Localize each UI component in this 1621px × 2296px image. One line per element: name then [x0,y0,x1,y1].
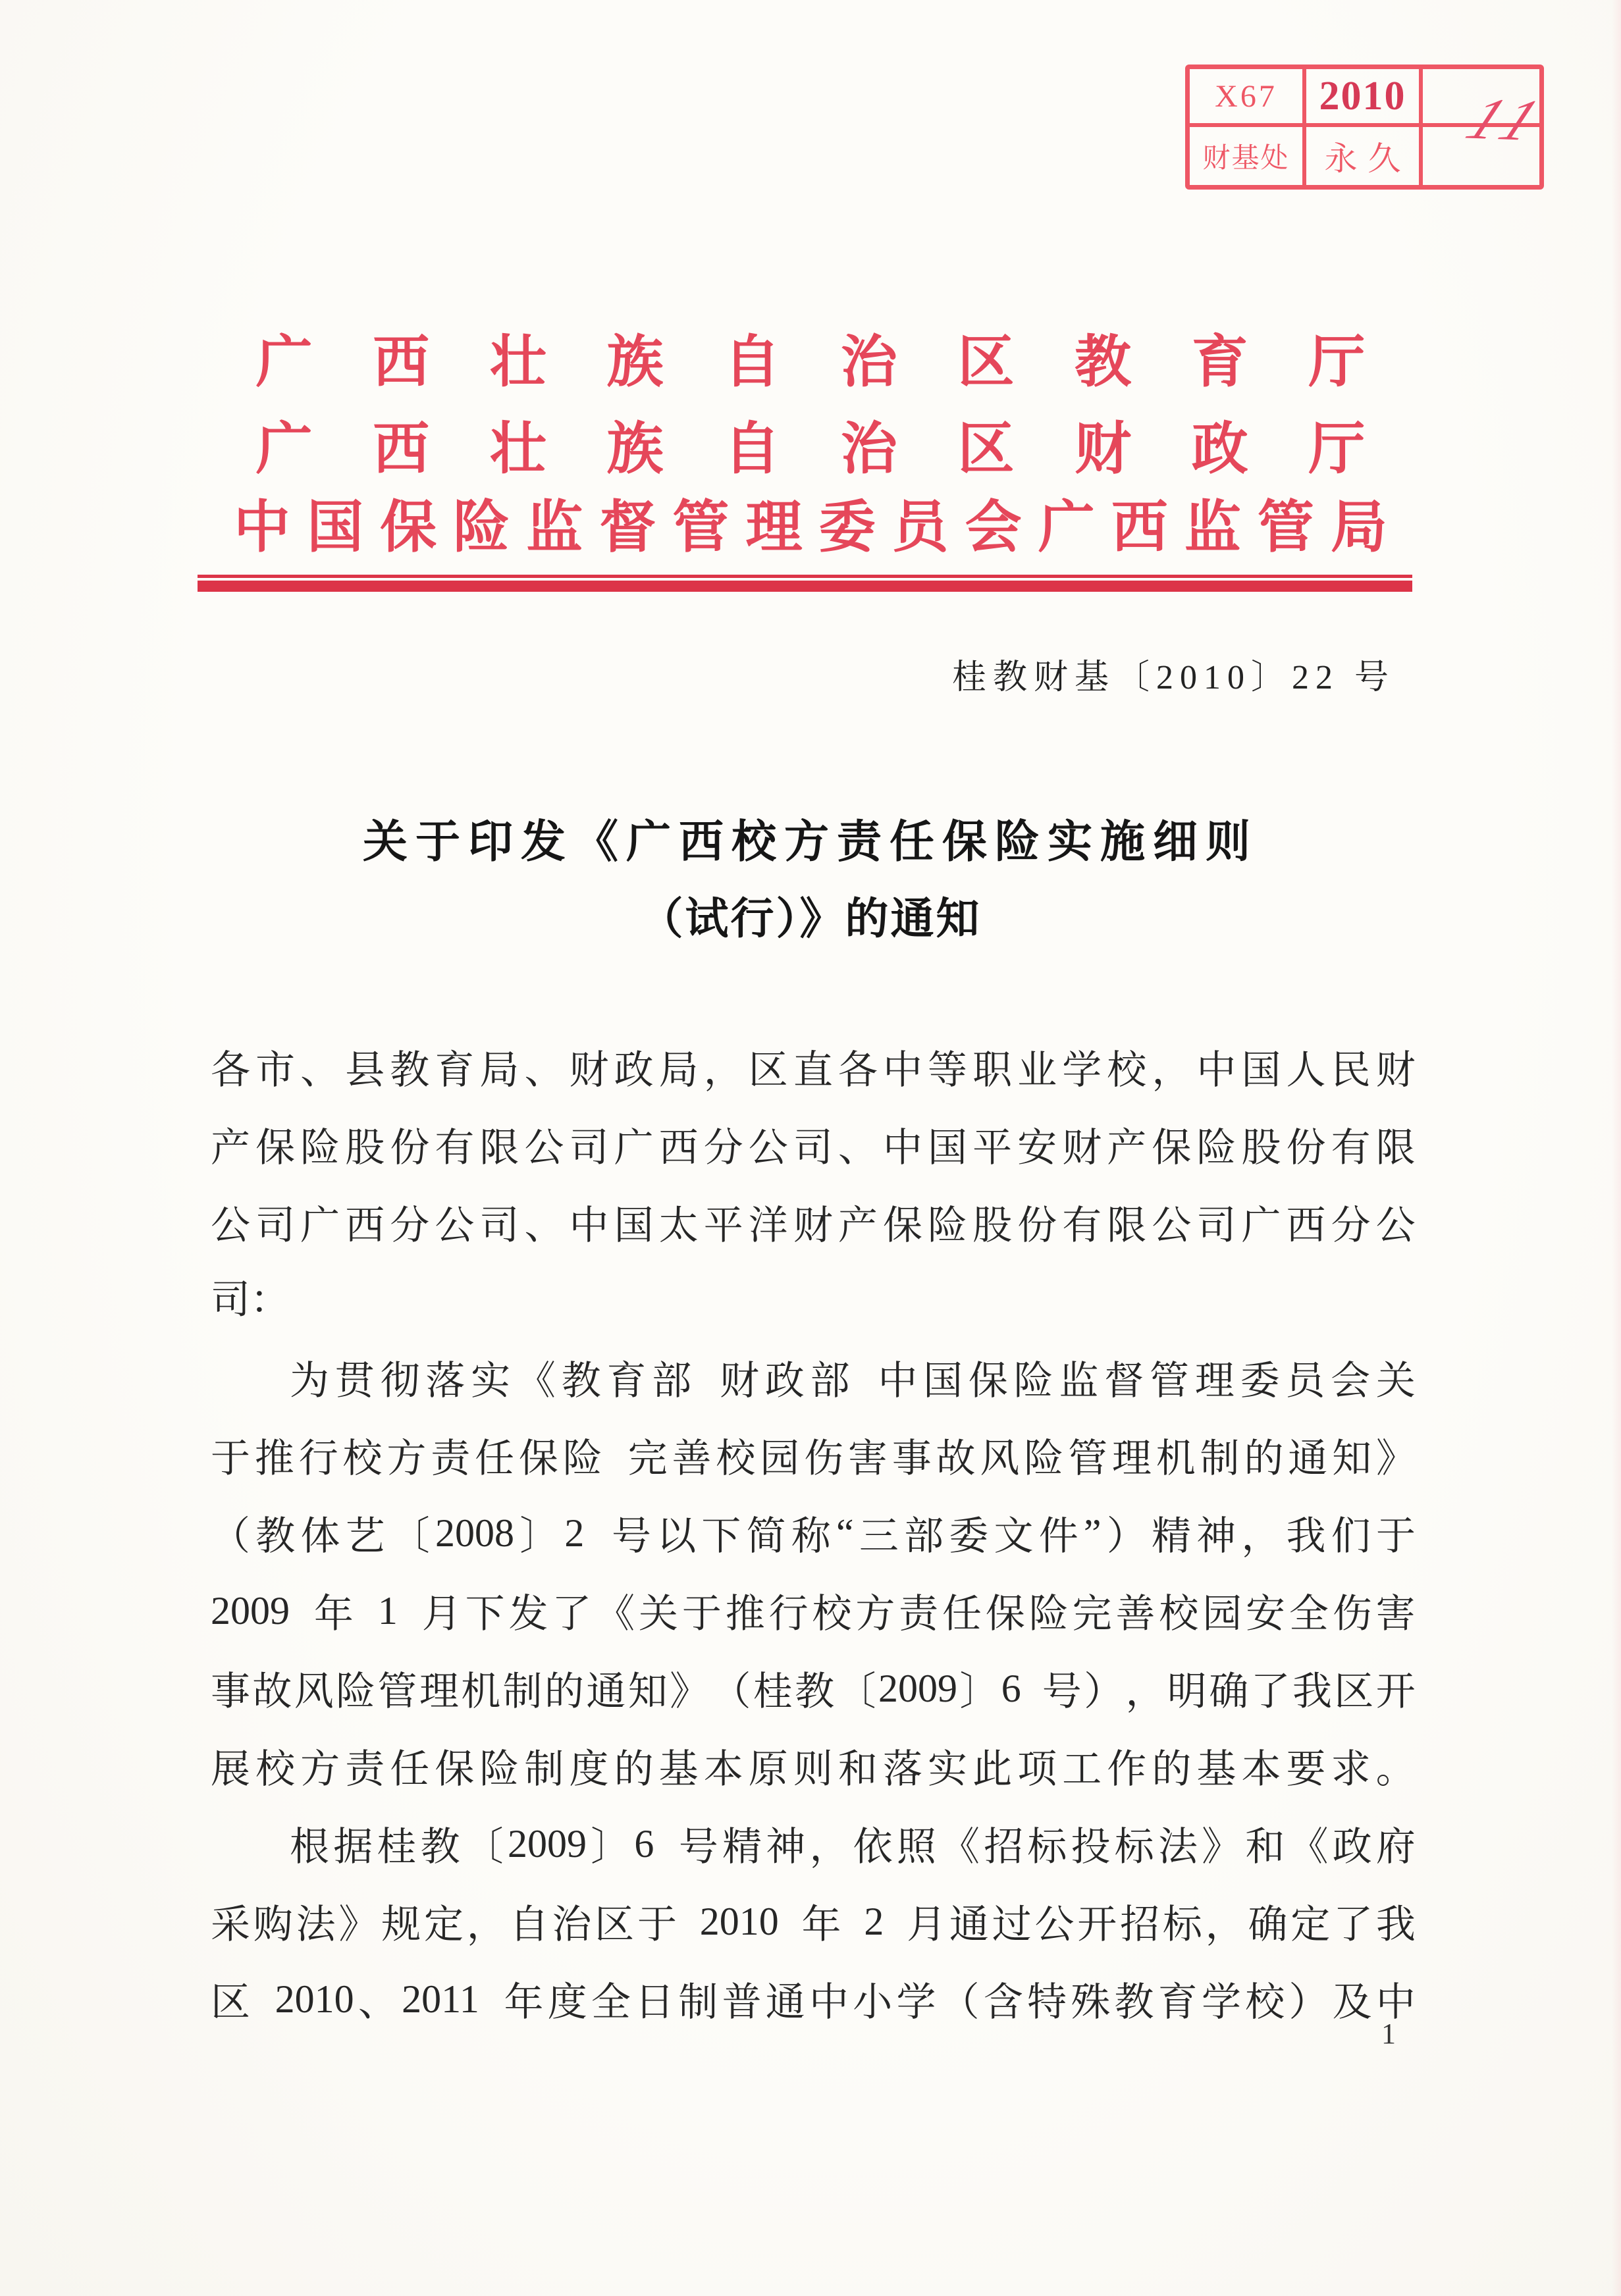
stamp-year: 2010 [1319,73,1406,118]
stamp-cell-code [1190,69,1306,127]
body-line: 事 故 风 险 管 理 机 制 的 通 知 》 （ 桂 教 〔 2009 〕 6 号 ） ， 明 确 了 我 区 开 [211,1666,1416,1713]
document-title-line-1: 关于印发《广西校方责任保险实施细则 [362,817,1258,867]
body-line: 司： [211,1278,290,1322]
body-text [211,1028,1416,2038]
body-line: 采 购 法 》 规 定 ， 自 治 区 于 2010 年 2 月 通 过 公 开 招 标 ， 确 定 了 我 [211,1899,1416,1946]
red-rule-band [198,581,1412,592]
stamp-retention: 永久 [1324,140,1412,177]
body-line: 各 市 、 县 教 育 局 、 财 政 局 ， 区 直 各 中 等 职 业 学 校 ， 中 国 人 民 财 [211,1049,1416,1092]
stamp-cell-year [1306,69,1423,127]
body-line: 于 推 行 校 方 责 任 保 险 完 善 校 园 伤 害 事 故 风 险 管 理 机 制 的 通 知 》 [211,1437,1416,1480]
body-line: 根 据 桂 教 〔 2009 〕 6 号 精 神 ， 依 照 《 招 标 投 标 法 》 和 《 政 府 [290,1821,1416,1869]
archive-stamp [1185,65,1561,190]
body-line: 为 贯 彻 落 实 《 教 育 部 财 政 部 中 国 保 险 监 督 管 理 委 员 会 关 [290,1359,1416,1403]
body-line: （ 教 体 艺 〔 2008 〕 2 号 以 下 简 称 “ 三 部 委 文 件 ” ） 精 神 ， 我 们 于 [211,1511,1416,1558]
stamp-cell-retention [1306,127,1423,185]
stamp-code: X67 [1215,78,1277,114]
letterhead [0,330,1621,559]
body-line: 公 司 广 西 分 公 司 、 中 国 太 平 洋 财 产 保 险 股 份 有 限 公 司 广 西 分 公 [211,1204,1416,1247]
body-line: 产 保 险 股 份 有 限 公 司 广 西 分 公 司 、 中 国 平 安 财 产 保 险 股 份 有 限 [211,1126,1416,1170]
body-line: 2009 年 1 月 下 发 了 《 关 于 推 行 校 方 责 任 保 险 完 善 校 园 安 全 伤 害 [211,1588,1416,1636]
stamp-dept: 财基处 [1202,144,1290,174]
scan-edge-tint [1612,0,1621,2296]
document-title-line-2: （试行）》的通知 [639,895,982,943]
handwritten-number: 11 [1451,87,1561,153]
page-number: 1 [1381,2018,1396,2050]
stamp-cell-dept [1190,127,1306,185]
document-number: 桂教财基〔2010〕22 号 [952,659,1396,696]
letterhead-line-2: 广 西 壮 族 自 治 区 财 政 厅 [255,417,1366,481]
body-line: 区 2010 、 2011 年 度 全 日 制 普 通 中 小 学 （ 含 特 殊 教 育 学 校 ） 及 中 [211,1977,1416,2024]
letterhead-line-3: 中 国 保 险 监 督 管 理 委 员 会 广 西 监 管 局 [234,496,1387,559]
letterhead-line-1: 广 西 壮 族 自 治 区 教 育 厅 [255,330,1366,394]
body-line: 展 校 方 责 任 保 险 制 度 的 基 本 原 则 和 落 实 此 项 工 作 的 基 本 要 求 。 [211,1748,1416,1791]
red-rule [198,575,1412,592]
